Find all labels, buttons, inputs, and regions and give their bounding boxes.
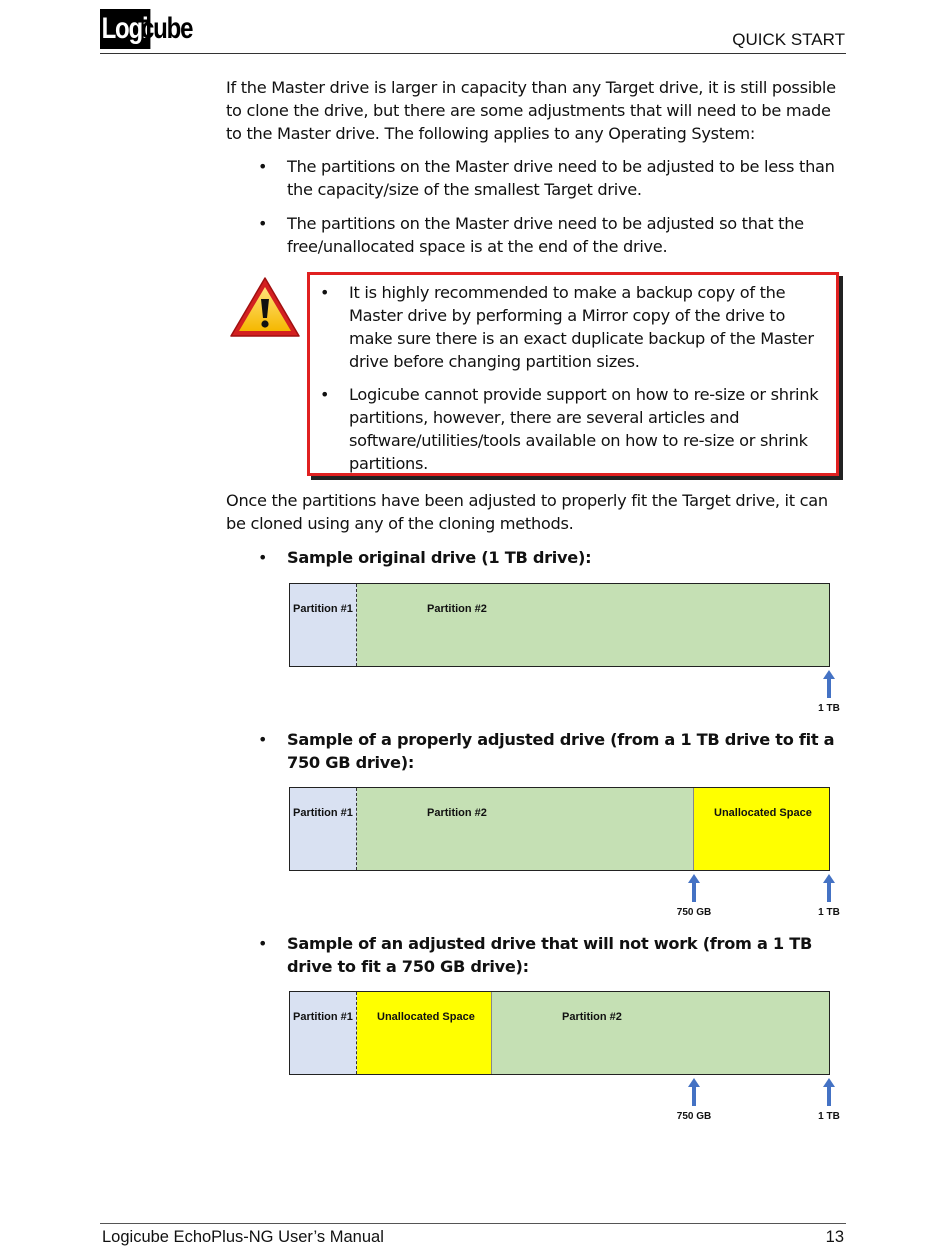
manual-title: Logicube EchoPlus-NG User’s Manual <box>102 1228 384 1246</box>
bullet-dot: • <box>258 214 268 233</box>
marker-750gb <box>676 873 712 918</box>
partition-1-label: Partition #1 <box>293 807 353 819</box>
drive-diagram-original <box>289 583 830 667</box>
page-header <box>100 8 846 54</box>
marker-label: 1 TB <box>818 907 840 918</box>
bullet-dot: • <box>258 157 268 176</box>
warning-triangle-icon <box>228 274 302 340</box>
partition-1-label: Partition #1 <box>293 603 353 615</box>
drive-diagram-proper <box>289 787 830 871</box>
up-arrow-icon <box>822 873 836 903</box>
up-arrow-icon <box>687 1077 701 1107</box>
marker-label: 1 TB <box>818 1111 840 1122</box>
up-arrow-icon <box>687 873 701 903</box>
warning-item-text: Logicube cannot provide support on how to re-size or shrink partitions, however, there are several articles and software/utilities/tools available on how to re-size or shrink partitions. <box>349 385 819 473</box>
after-paragraph: Once the partitions have been adjusted to properly fit the Target drive, it can be cloned using any of the cloning methods. <box>226 491 828 533</box>
unallocated-label: Unallocated Space <box>377 1011 475 1023</box>
sample-heading-text: Sample of an adjusted drive that will not work (from a 1 TB drive to fit a 750 GB drive): <box>287 934 812 976</box>
marker-1tb <box>818 669 840 714</box>
partition-1-segment <box>290 992 357 1074</box>
bullet-dot: • <box>320 385 330 404</box>
sample-heading-text: Sample original drive (1 TB drive): <box>287 548 592 567</box>
drive-diagram-not-working <box>289 991 830 1075</box>
bullet-dot: • <box>258 730 268 749</box>
marker-label: 750 GB <box>676 1111 712 1122</box>
logo-mark: Logi <box>100 9 151 49</box>
partition-1-segment <box>290 788 357 870</box>
partition-2-segment <box>357 788 694 870</box>
up-arrow-icon <box>822 1077 836 1107</box>
intro-paragraph: If the Master drive is larger in capacity than any Target drive, it is still possible to clone the drive, but there are some adjustments that will need to be made to the Master drive. The following applies to any Operating System: <box>226 78 836 143</box>
partition-1-label: Partition #1 <box>293 1011 353 1023</box>
bullet-dot: • <box>320 283 330 302</box>
partition-2-segment <box>357 584 829 666</box>
warning-box <box>307 272 839 476</box>
logo-text: cube <box>141 12 193 45</box>
partition-2-label: Partition #2 <box>427 807 487 819</box>
list-item-text: The partitions on the Master drive need to be adjusted to be less than the capacity/size of the smallest Target drive. <box>287 157 835 199</box>
partition-2-label: Partition #2 <box>427 603 487 615</box>
marker-label: 1 TB <box>818 703 840 714</box>
logicube-logo <box>100 8 205 50</box>
unallocated-segment <box>357 992 492 1074</box>
partition-2-segment <box>492 992 829 1074</box>
section-title: QUICK START <box>732 30 845 49</box>
unallocated-segment <box>694 788 829 870</box>
page-number: 13 <box>825 1228 844 1246</box>
partition-2-label: Partition #2 <box>562 1011 622 1023</box>
unallocated-label: Unallocated Space <box>714 807 812 819</box>
bullet-dot: • <box>258 548 268 567</box>
list-item-text: The partitions on the Master drive need to be adjusted so that the free/unallocated space is at the end of the drive. <box>287 214 804 256</box>
page-footer <box>100 1223 846 1249</box>
bullet-dot: • <box>258 934 268 953</box>
marker-label: 750 GB <box>676 907 712 918</box>
warning-item-text: It is highly recommended to make a backup copy of the Master drive by performing a Mirror copy of the drive to make sure there is an exact duplicate backup of the Master drive before changing partition sizes. <box>349 283 814 371</box>
partition-1-segment <box>290 584 357 666</box>
up-arrow-icon <box>822 669 836 699</box>
marker-1tb <box>818 1077 840 1122</box>
sample-heading-text: Sample of a properly adjusted drive (from a 1 TB drive to fit a 750 GB drive): <box>287 730 835 772</box>
marker-1tb <box>818 873 840 918</box>
marker-750gb <box>676 1077 712 1122</box>
